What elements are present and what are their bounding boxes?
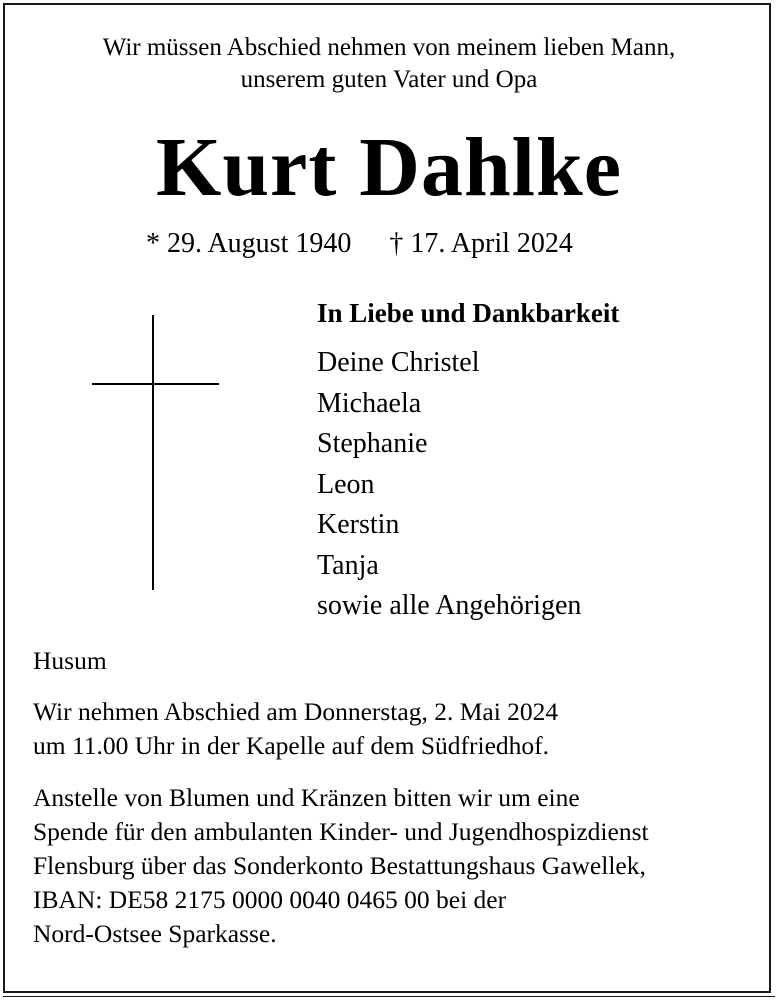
donation-line: Anstelle von Blumen und Kränzen bitten wir um eine xyxy=(33,783,580,812)
cross-vertical-bar xyxy=(152,315,154,590)
birth-date: * 29. August 1940 xyxy=(146,228,352,259)
family-heading: In Liebe und Dankbarkeit xyxy=(317,298,620,328)
donation-line: Flensburg über das Sonderkonto Bestattungshaus Gawellek, xyxy=(33,851,646,880)
life-dates xyxy=(146,226,573,262)
farewell-line-1: Wir nehmen Abschied am Donnerstag, 2. Mai 2024 xyxy=(33,697,559,726)
family-member: Kerstin xyxy=(317,509,400,540)
family-member: Stephanie xyxy=(317,428,428,459)
death-date: † 17. April 2024 xyxy=(389,228,573,259)
donation-line: Spende für den ambulanten Kinder- und Jugendhospizdienst xyxy=(33,817,649,846)
cross-horizontal-bar xyxy=(92,383,219,385)
intro-line-1: Wir müssen Abschied nehmen von meinem lieben Mann, xyxy=(102,34,676,61)
farewell-line-2: um 11.00 Uhr in der Kapelle auf dem Südfriedhof. xyxy=(33,731,550,760)
intro-line-2: unserem guten Vater und Opa xyxy=(240,66,538,93)
family-member: Leon xyxy=(317,468,375,500)
place-name: Husum xyxy=(33,646,107,675)
family-member: Tanja xyxy=(317,549,379,581)
donation-line: IBAN: DE58 2175 0000 0040 0465 00 bei der xyxy=(33,885,507,914)
family-member: Deine Christel xyxy=(317,347,480,378)
family-member: sowie alle Angehörigen xyxy=(317,590,582,621)
bottom-rule xyxy=(3,996,775,997)
farewell-notice xyxy=(33,695,558,763)
intro-text xyxy=(0,32,778,96)
donation-line: Nord-Ostsee Sparkasse. xyxy=(33,919,277,948)
deceased-name: Kurt Dahlke xyxy=(155,121,623,214)
family-member: Michaela xyxy=(317,387,422,419)
family-signature xyxy=(317,295,619,627)
donation-notice xyxy=(33,781,649,951)
